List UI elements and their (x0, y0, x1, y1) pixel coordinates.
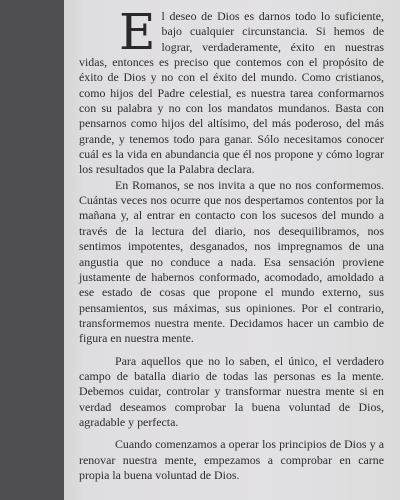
page-text (79, 3, 384, 483)
paragraph-4: Cuando comenzamos a operar los principios de Dios y a renovar nuestra mente, empezamos a comprobar en carne propia la buena voluntad de Dios. (79, 437, 384, 482)
book-page (64, 0, 400, 500)
paragraph-3: Para aquellos que no lo saben, el único, el verdadero campo de batalla diario de todas las personas es la mente. Debemos cuidar, controlar y transformar nuestra mente si en verdad deseamos comprobar la buena voluntad de Dios, agradable y perfecta. (79, 353, 384, 429)
paragraph-2: En Romanos, se nos invita a que no nos conformemos. Cuántas veces nos ocurre que nos despertamos contentos por la mañana y, al entrar en contacto con los sucesos del mundo a través de la lectura del diario, nos desequilibramos, nos sentimos impotentes, desganados, nos impregnamos de una angustia que no conduce a nada. Esa sensación proviene justamente de habernos conformado, acomodado, amoldado a ese estado de cosas que propone el mundo externo, sus pensamientos, sus máximas, sus opiniones. Por el contrario, transformemos nuestra mente. Decidamos hacer un cambio de figura en nuestra mente. (79, 177, 384, 346)
drop-cap: E (119, 3, 156, 61)
paragraph-1-text: l deseo de Dios es darnos todo lo suficiente, bajo cualquier circunstancia. Si hemos de lograr, verdaderamente, éxito en nuestras vidas, entonces es preciso que contemos con el propósito de éxito de Dios y no con el éxito del mundo. Como cristianos, como hijos del Padre celestial, es nuestra tarea conformarnos con su palabra y no con los mandatos mundanos. Basta con pensarnos como hijos del altísimo, del más poderoso, del más grande, y tenemos todo para ganar. Sólo necesitamos conocer cuál es la vida en abundancia que él nos propone y cómo lograr los resultados que la Palabra declara. (79, 9, 384, 177)
paragraph-1 (79, 3, 384, 178)
